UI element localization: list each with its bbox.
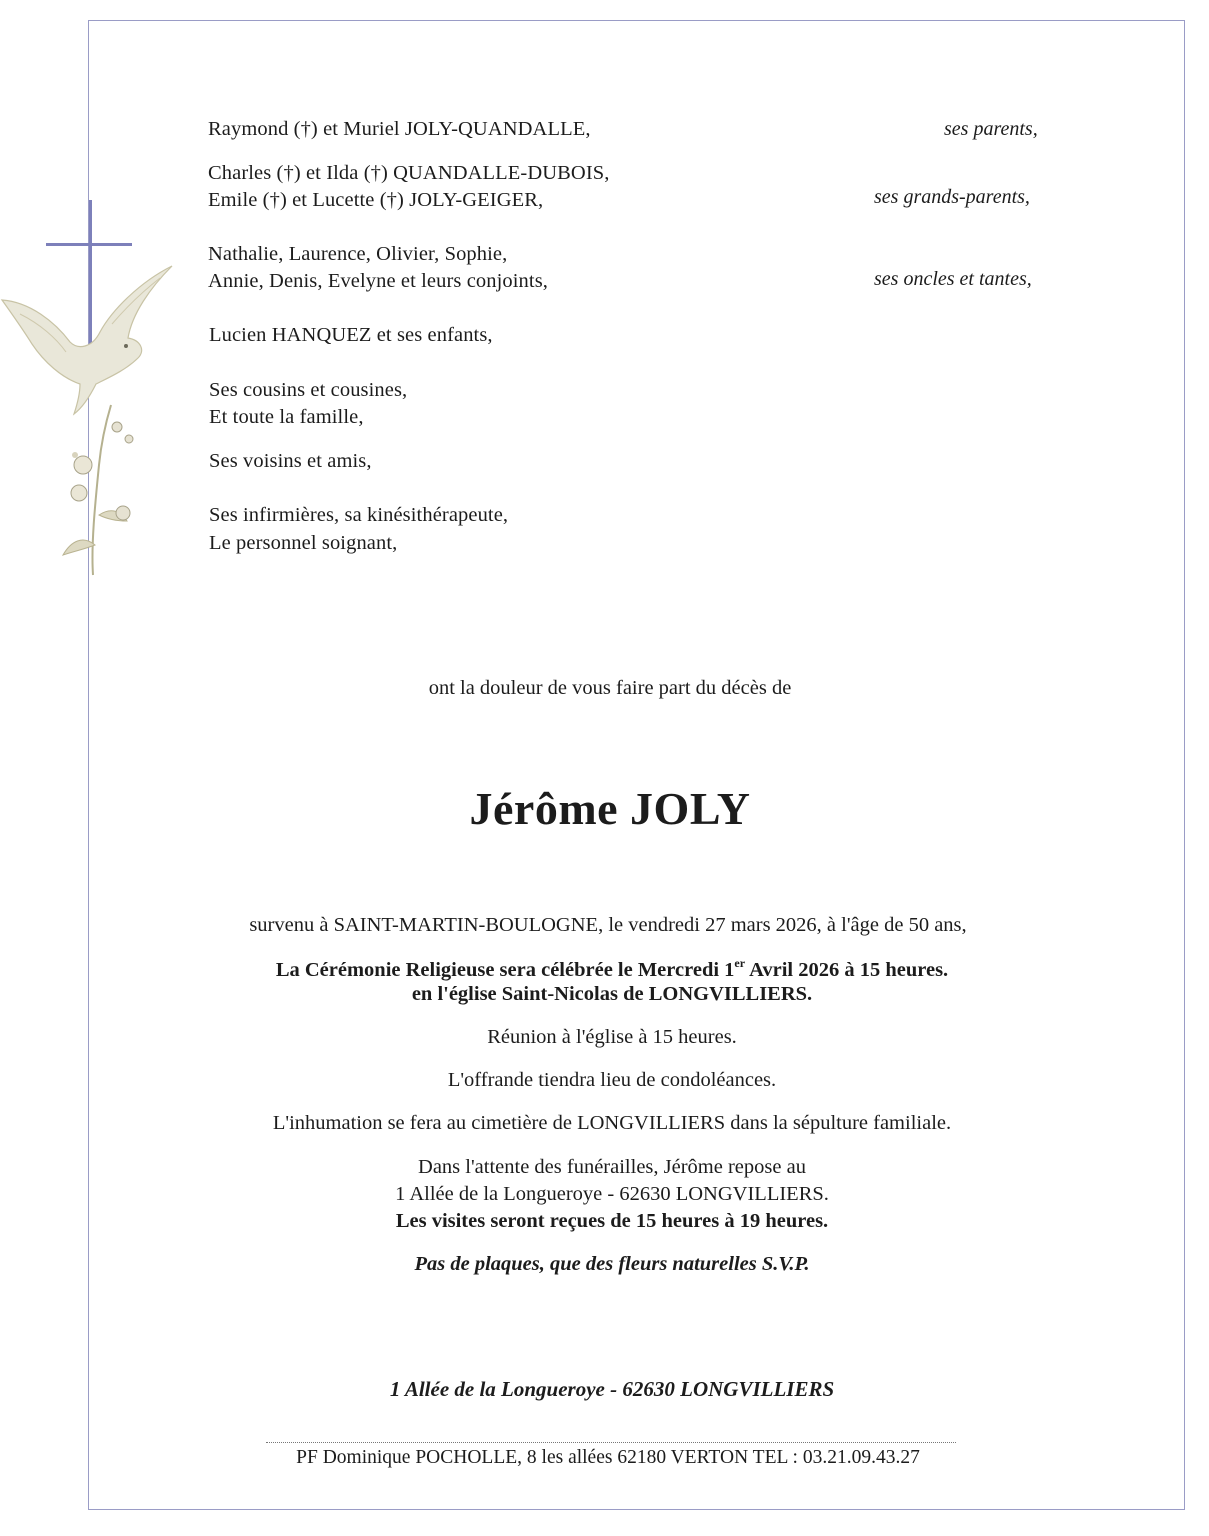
rest-line-2: 1 Allée de la Longueroye - 62630 LONGVILLIERS. bbox=[395, 1183, 829, 1205]
ceremony-text: La Cérémonie Religieuse sera célébrée le Mercredi 1 bbox=[275, 959, 735, 981]
rest-line-1: Dans l'attente des funérailles, Jérôme repose au bbox=[418, 1156, 806, 1178]
offering-line: L'offrande tiendra lieu de condoléances. bbox=[447, 1069, 777, 1091]
ceremony-text-end: Avril 2026 à 15 heures. bbox=[745, 959, 949, 981]
uncles-line-2: Annie, Denis, Evelyne et leurs conjoints, bbox=[208, 270, 548, 292]
death-line: survenu à SAINT-MARTIN-BOULOGNE, le vendredi 27 mars 2026, à l'âge de 50 ans, bbox=[249, 914, 967, 936]
ceremony-line-2: en l'église Saint-Nicolas de LONGVILLIERS. bbox=[411, 983, 813, 1005]
flowers-note: Pas de plaques, que des fleurs naturelles S.V.P. bbox=[414, 1253, 810, 1275]
deceased-name: Jérôme JOLY bbox=[469, 783, 751, 834]
lucien-line: Lucien HANQUEZ et ses enfants, bbox=[209, 324, 493, 346]
ceremony-sup: er bbox=[734, 956, 746, 970]
flower-icon bbox=[55, 395, 145, 580]
address-line: 1 Allée de la Longueroye - 62630 LONGVILLIERS bbox=[389, 1377, 835, 1401]
burial-line: L'inhumation se fera au cimetière de LONGVILLIERS dans la sépulture familiale. bbox=[272, 1112, 952, 1134]
funeral-home-line: PF Dominique POCHOLLE, 8 les allées 62180 VERTON TEL : 03.21.09.43.27 bbox=[296, 1447, 920, 1468]
grandparents-line-2: Emile (†) et Lucette (†) JOLY-GEIGER, bbox=[208, 189, 544, 211]
visits-line: Les visites seront reçues de 15 heures à 19 heures. bbox=[395, 1210, 829, 1232]
footer-divider bbox=[266, 1442, 956, 1443]
uncles-line-1: Nathalie, Laurence, Olivier, Sophie, bbox=[208, 243, 508, 265]
parents-relation: ses parents, bbox=[944, 118, 1038, 140]
uncles-relation: ses oncles et tantes, bbox=[874, 268, 1032, 290]
cousins-line-1: Ses cousins et cousines, bbox=[209, 379, 408, 401]
cross-bar bbox=[46, 243, 132, 246]
meeting-line: Réunion à l'église à 15 heures. bbox=[487, 1026, 737, 1048]
parents-line: Raymond (†) et Muriel JOLY-QUANDALLE, bbox=[208, 118, 591, 140]
grandparents-line-1: Charles (†) et Ilda (†) QUANDALLE-DUBOIS, bbox=[208, 162, 610, 184]
ceremony-line-1 bbox=[92, 956, 1132, 982]
nurses-line-1: Ses infirmières, sa kinésithérapeute, bbox=[209, 504, 509, 526]
announcement-line: ont la douleur de vous faire part du décès de bbox=[428, 677, 792, 699]
nurses-line-2: Le personnel soignant, bbox=[209, 532, 398, 554]
neighbours-line: Ses voisins et amis, bbox=[209, 450, 372, 472]
grandparents-relation: ses grands-parents, bbox=[874, 186, 1030, 208]
cousins-line-2: Et toute la famille, bbox=[209, 406, 364, 428]
